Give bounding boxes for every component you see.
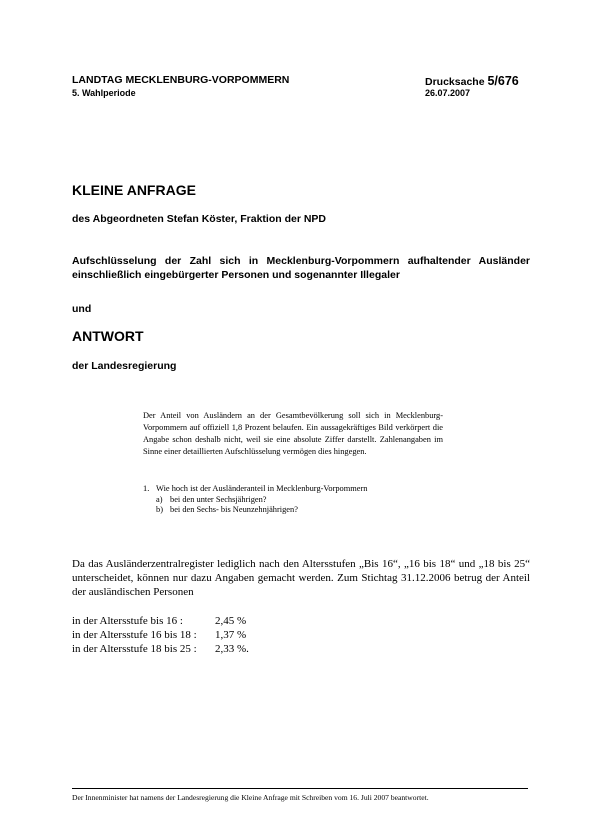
- age-label: in der Altersstufe 16 bis 18 :: [72, 629, 197, 641]
- election-period: 5. Wahlperiode: [72, 88, 136, 98]
- age-row: [72, 628, 249, 642]
- question-number: 1.: [143, 484, 150, 493]
- age-group-table: [72, 614, 249, 656]
- age-row: [72, 614, 249, 628]
- question-sub-b: b) bei den Sechs- bis Neunzehnjährigen?: [156, 505, 298, 514]
- question-line: [143, 484, 367, 495]
- footnote-divider: [72, 788, 528, 789]
- question-block: [143, 484, 367, 516]
- inquiry-author: des Abgeordneten Stefan Köster, Fraktion der NPD: [72, 213, 326, 225]
- age-row: [72, 642, 249, 656]
- age-value: 2,45 %: [215, 615, 247, 627]
- intro-text: Der Anteil von Ausländern an der Gesamtbevölkerung soll sich in Mecklenburg-Vorpommern auf offiziell 1,8 Prozent belaufen. Ein aussagekräftiges Bild verkörpert die Angabe schon deshalb nicht, weil sie eine absolute Ziffer darstellt. Zahlenangaben im Sinne einer detaillierten Aufschlüsselung vermögen dies hingegen.: [143, 411, 443, 456]
- answer-by: der Landesregierung: [72, 360, 177, 372]
- question-text: Wie hoch ist der Ausländeranteil in Mecklenburg-Vorpommern: [156, 484, 368, 493]
- drucksache-label: Drucksache: [425, 76, 485, 88]
- age-value: 1,37 %: [215, 629, 247, 641]
- age-label: in der Altersstufe bis 16 :: [72, 615, 183, 627]
- drucksache-number: 5/676: [487, 74, 519, 88]
- connector-und: und: [72, 303, 92, 315]
- age-value: 2,33 %.: [215, 643, 249, 655]
- age-label: in der Altersstufe 18 bis 25 :: [72, 643, 197, 655]
- answer-text: Da das Ausländerzentralregister lediglich nach den Altersstufen „Bis 16“, „16 bis 18“ und „18 bis 25“ unterscheidet, können nur dazu Angaben gemacht werden. Zum Stichtag 31.12.2006 betrug der Anteil der ausländischen Personen: [72, 558, 530, 598]
- parliament-name: LANDTAG MECKLENBURG-VORPOMMERN: [72, 74, 290, 86]
- inquiry-title: KLEINE ANFRAGE: [72, 182, 196, 198]
- document-date: 26.07.2007: [425, 88, 471, 98]
- drucksache-reference: [425, 74, 519, 88]
- question-sub-a: a) bei den unter Sechsjährigen?: [156, 494, 267, 504]
- footnote: Der Innenminister hat namens der Landesregierung die Kleine Anfrage mit Schreiben vom 16. Juli 2007 beantwortet.: [72, 793, 429, 802]
- answer-title: ANTWORT: [72, 328, 144, 344]
- inquiry-subject: Aufschlüsselung der Zahl sich in Mecklenburg-Vorpommern aufhaltender Ausländer einschließlich eingebürgerter Personen und sogenannter Illegaler: [72, 255, 530, 281]
